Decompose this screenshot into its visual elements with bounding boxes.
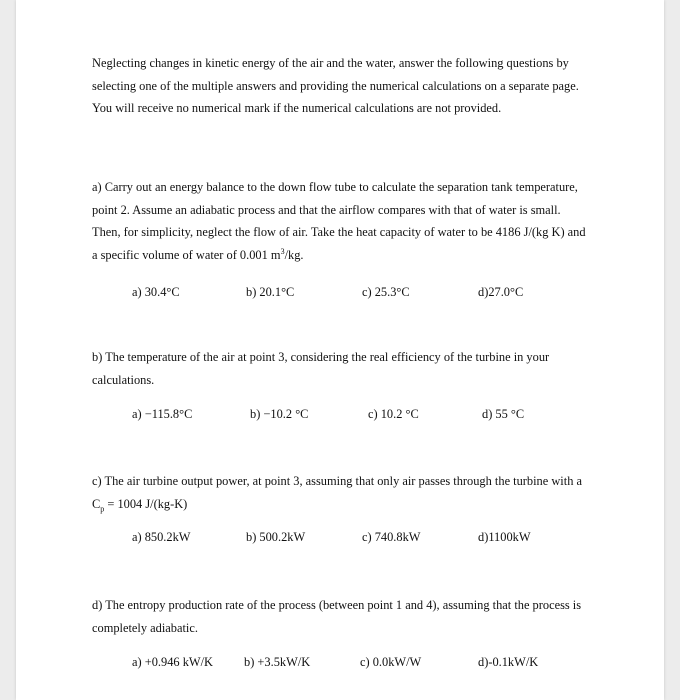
document-page — [16, 0, 664, 700]
option-a[interactable]: a) 30.4°C — [132, 285, 180, 299]
option-d[interactable]: d)-0.1kW/K — [478, 655, 539, 669]
option-b[interactable]: b) +3.5kW/K — [244, 655, 311, 669]
option-a[interactable]: a) +0.946 kW/K — [132, 655, 213, 669]
option-b[interactable]: b) −10.2 °C — [250, 407, 309, 421]
question-c-tail: = 1004 J/(kg-K) — [104, 496, 188, 511]
question-c-text — [92, 470, 592, 515]
question-c-body: c) The air turbine output power, at point 3, assuming that only air passes through the turbine with a C — [92, 474, 582, 511]
option-a[interactable]: a) 850.2kW — [132, 530, 191, 544]
question-a-superscript: 3 — [280, 246, 285, 256]
option-a[interactable]: a) −115.8°C — [132, 407, 193, 421]
option-d[interactable]: d)27.0°C — [478, 285, 524, 299]
option-b[interactable]: b) 20.1°C — [246, 285, 295, 299]
question-b-options — [132, 407, 592, 423]
question-c-options — [132, 530, 592, 546]
question-a-text — [92, 176, 592, 266]
question-b-text: b) The temperature of the air at point 3, considering the real efficiency of the turbine in your calculations. — [92, 350, 550, 387]
option-c[interactable]: c) 740.8kW — [362, 530, 421, 544]
intro-paragraph: Neglecting changes in kinetic energy of the air and the water, answer the following questions by selecting one of the multiple answers and providing the numerical calculations on a separate page. You will receive no numerical mark if the numerical calculations are not provided. — [92, 56, 579, 115]
question-a-body: a) Carry out an energy balance to the down flow tube to calculate the separation tank temperature, point 2. Assume an adiabatic process and that the airflow compares with that of water is small. Then, for simplicity, neglect the flow of air. Take the heat capacity of water to be 4186 J/(kg K) and a specific volume of water of 0.001 m — [92, 180, 586, 262]
option-b[interactable]: b) 500.2kW — [246, 530, 306, 544]
option-d[interactable]: d)1100kW — [478, 530, 531, 544]
option-d[interactable]: d) 55 °C — [482, 407, 525, 421]
option-c[interactable]: c) 25.3°C — [362, 285, 410, 299]
option-c[interactable]: c) 10.2 °C — [368, 407, 419, 421]
question-a-tail: /kg. — [284, 247, 304, 262]
question-d-text: d) The entropy production rate of the process (between point 1 and 4), assuming that the process is completely adiabatic. — [92, 598, 582, 635]
question-a-options — [132, 285, 592, 301]
question-c-subscript: p — [100, 503, 105, 513]
option-c[interactable]: c) 0.0kW/W — [360, 655, 422, 669]
question-d-options — [132, 655, 592, 671]
